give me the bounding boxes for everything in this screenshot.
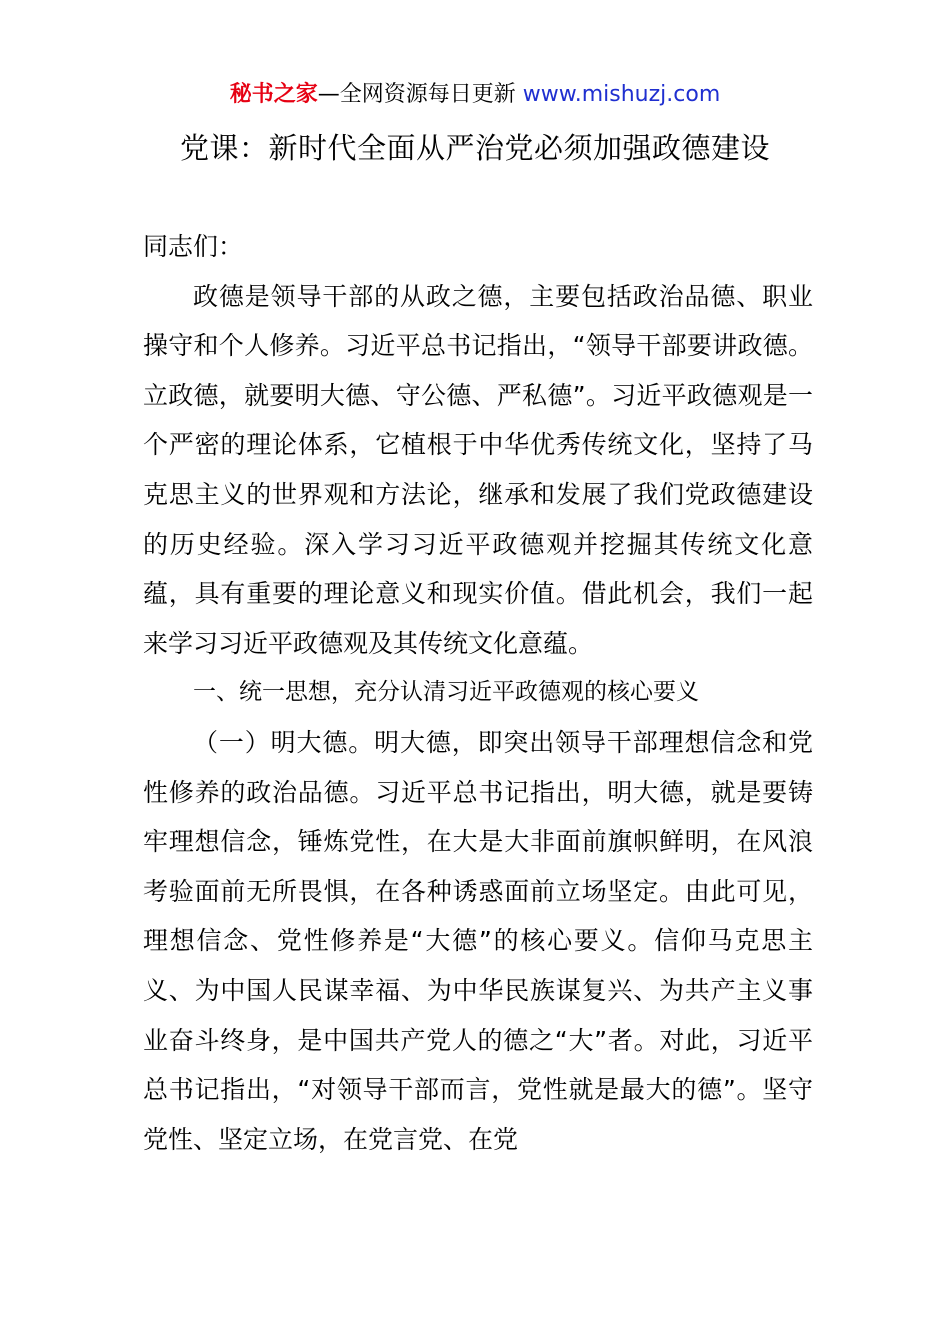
website-link[interactable]: www.mishuzj.com (522, 82, 721, 107)
document-title: 党课：新时代全面从严治党必须加强政德建设 (179, 131, 770, 165)
site-header (0, 78, 950, 112)
salutation: 同志们： (143, 232, 244, 261)
document-body (143, 222, 813, 1164)
brand-name: 秘书之家 (229, 82, 318, 107)
header-tagline: —全网资源每日更新 (317, 82, 523, 107)
section-heading: 一、统一思想，充分认清习近平政德观的核心要义 (193, 679, 699, 706)
body-paragraph: 政德是领导干部的从政之德，主要包括政治品德、职业操守和个人修养。习近平总书记指出，“领导干部要讲政德。立政德，就要明大德、守公德、严私德”。习近平政德观是一个严密的理论体系，它植根于中华优秀传统文化，坚持了马克思主义的世界观和方法论，继承和发展了我们党政德建设的历史经验。深入学习习近平政德观并挖掘其传统文化意蕴，具有重要的理论意义和现实价值。借此机会，我们一起来学习习近平政德观及其传统文化意蕴。 (143, 281, 813, 658)
subsection-paragraph: （一）明大德。明大德，即突出领导干部理想信念和党性修养的政治品德。习近平总书记指出，明大德，就是要铸牢理想信念，锤炼党性，在大是大非面前旗帜鲜明，在风浪考验面前无所畏惧，在各种诱惑面前立场坚定。由此可见，理想信念、党性修养是“大德”的核心要义。信仰马克思主义、为中国人民谋幸福、为中华民族谋复兴、为共产主义事业奋斗终身，是中国共产党人的德之“大”者。对此，习近平总书记指出，“对领导干部而言，党性就是最大的德”。坚守党性、坚定立场，在党言党、在党 (143, 727, 813, 1154)
